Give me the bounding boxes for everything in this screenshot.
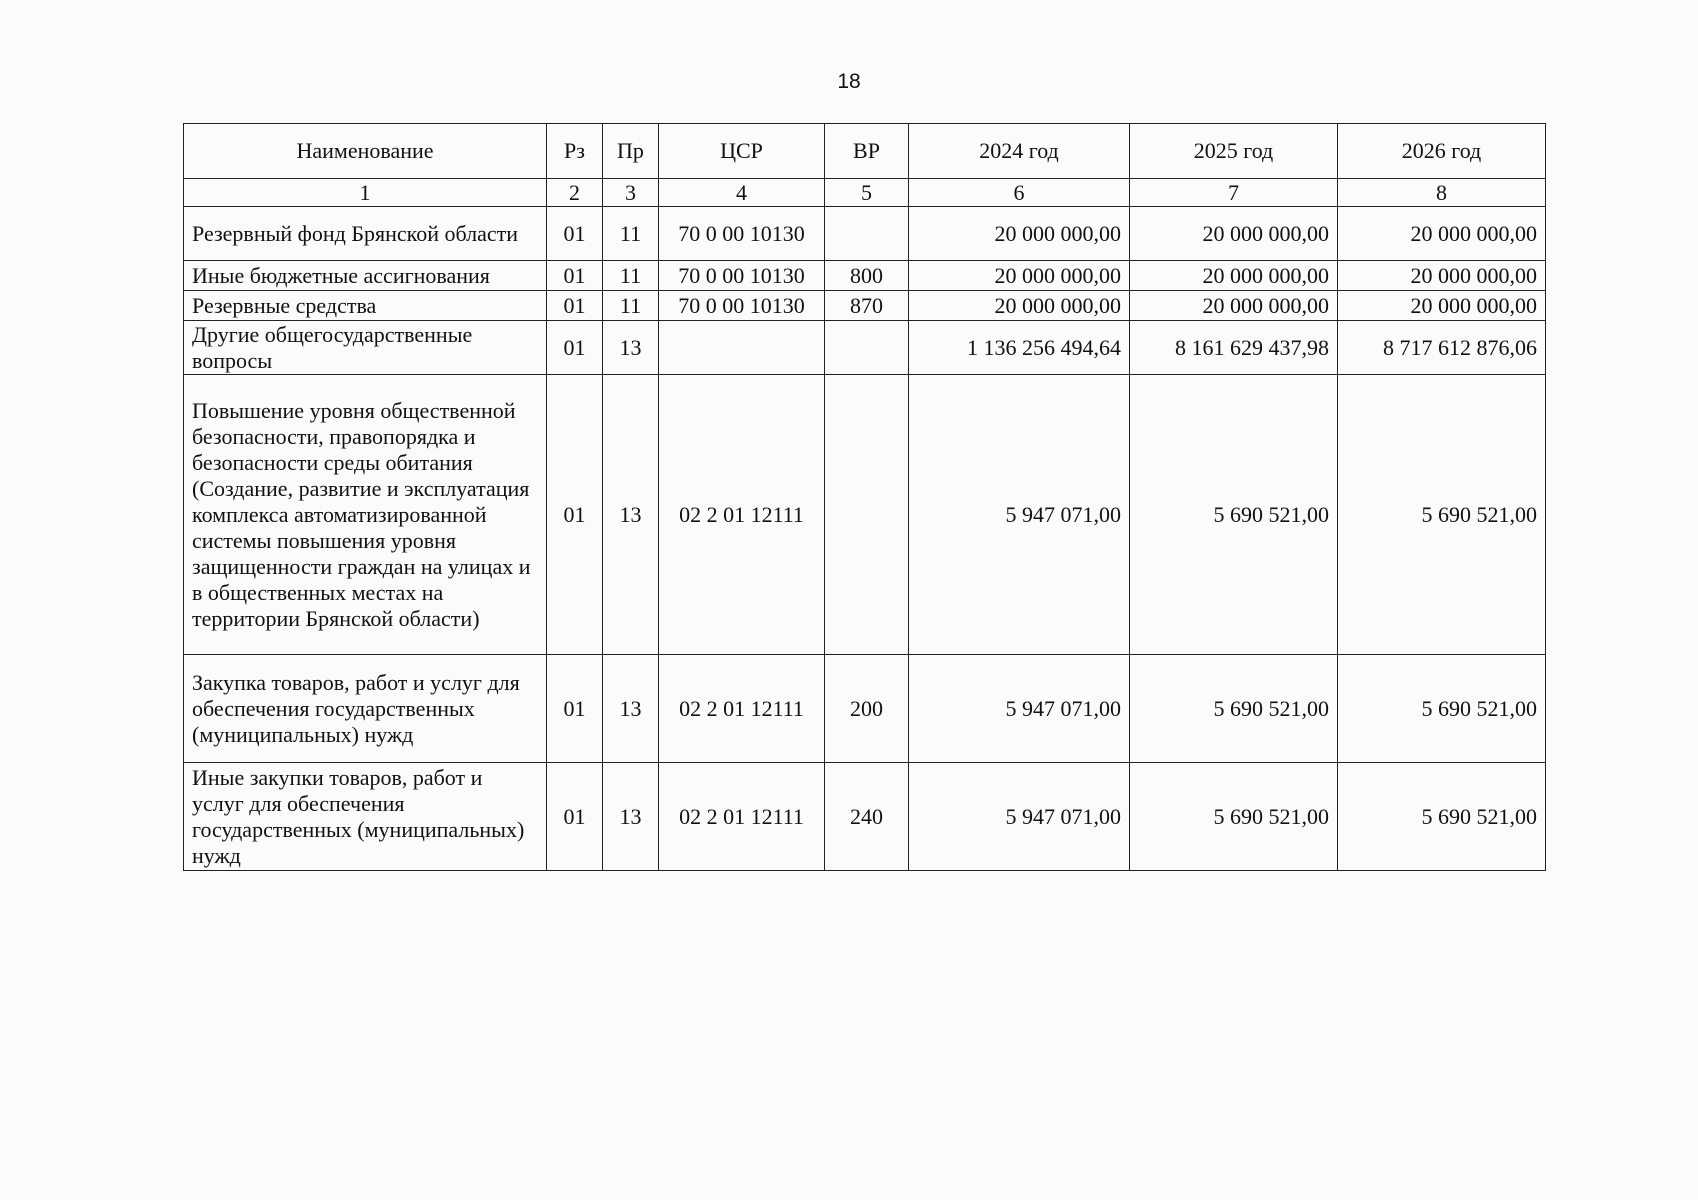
row-rz: 01 xyxy=(547,321,603,375)
row-pr: 13 xyxy=(603,375,659,655)
header-pr: Пр xyxy=(603,124,659,179)
row-2025: 20 000 000,00 xyxy=(1130,261,1338,291)
column-index: 3 xyxy=(603,179,659,207)
row-name: Иные закупки товаров, работ и услуг для обеспечения государственных (муниципальных) нужд xyxy=(184,763,547,871)
row-csr: 70 0 00 10130 xyxy=(659,261,825,291)
row-2024: 1 136 256 494,64 xyxy=(909,321,1130,375)
row-vr xyxy=(825,375,909,655)
row-vr xyxy=(825,321,909,375)
table-row xyxy=(184,763,1546,871)
row-2026: 5 690 521,00 xyxy=(1338,375,1546,655)
row-rz: 01 xyxy=(547,261,603,291)
row-2026: 20 000 000,00 xyxy=(1338,261,1546,291)
row-vr xyxy=(825,207,909,261)
row-rz: 01 xyxy=(547,291,603,321)
row-rz: 01 xyxy=(547,655,603,763)
row-csr xyxy=(659,321,825,375)
row-name: Резервные средства xyxy=(184,291,547,321)
column-index: 2 xyxy=(547,179,603,207)
row-2025: 20 000 000,00 xyxy=(1130,291,1338,321)
row-2025: 5 690 521,00 xyxy=(1130,655,1338,763)
header-name: Наименование xyxy=(184,124,547,179)
row-vr: 800 xyxy=(825,261,909,291)
row-name: Другие общегосударственные вопросы xyxy=(184,321,547,375)
row-2024: 20 000 000,00 xyxy=(909,207,1130,261)
column-index: 6 xyxy=(909,179,1130,207)
header-row xyxy=(184,124,1546,179)
header-2026: 2026 год xyxy=(1338,124,1546,179)
header-rz: Рз xyxy=(547,124,603,179)
row-rz: 01 xyxy=(547,207,603,261)
row-vr: 870 xyxy=(825,291,909,321)
row-2024: 5 947 071,00 xyxy=(909,655,1130,763)
row-rz: 01 xyxy=(547,375,603,655)
row-2024: 5 947 071,00 xyxy=(909,763,1130,871)
column-index: 4 xyxy=(659,179,825,207)
row-name: Повышение уровня общественной безопасности, правопорядка и безопасности среды обитания (Создание, развитие и эксплуатация комплекса автоматизированной системы повышения уровня защищенности граждан на улицах и в общественных местах на территории Брянской области) xyxy=(184,375,547,655)
column-index: 1 xyxy=(184,179,547,207)
table-row xyxy=(184,261,1546,291)
row-pr: 11 xyxy=(603,261,659,291)
row-csr: 70 0 00 10130 xyxy=(659,291,825,321)
row-name: Резервный фонд Брянской области xyxy=(184,207,547,261)
row-name: Закупка товаров, работ и услуг для обеспечения государственных (муниципальных) нужд xyxy=(184,655,547,763)
row-2024: 20 000 000,00 xyxy=(909,261,1130,291)
row-2026: 20 000 000,00 xyxy=(1338,207,1546,261)
row-csr: 02 2 01 12111 xyxy=(659,655,825,763)
row-csr: 02 2 01 12111 xyxy=(659,375,825,655)
row-2025: 5 690 521,00 xyxy=(1130,763,1338,871)
row-2025: 8 161 629 437,98 xyxy=(1130,321,1338,375)
column-index-row xyxy=(184,179,1546,207)
row-2026: 20 000 000,00 xyxy=(1338,291,1546,321)
row-2025: 20 000 000,00 xyxy=(1130,207,1338,261)
row-csr: 02 2 01 12111 xyxy=(659,763,825,871)
column-index: 7 xyxy=(1130,179,1338,207)
table-row xyxy=(184,291,1546,321)
row-pr: 13 xyxy=(603,321,659,375)
table-row xyxy=(184,375,1546,655)
budget-table xyxy=(183,123,1546,871)
row-pr: 13 xyxy=(603,763,659,871)
table-row xyxy=(184,207,1546,261)
row-vr: 200 xyxy=(825,655,909,763)
row-2024: 20 000 000,00 xyxy=(909,291,1130,321)
header-vr: ВР xyxy=(825,124,909,179)
row-2026: 5 690 521,00 xyxy=(1338,763,1546,871)
page-number: 18 xyxy=(837,70,861,93)
table-row xyxy=(184,321,1546,375)
header-2025: 2025 год xyxy=(1130,124,1338,179)
row-pr: 11 xyxy=(603,291,659,321)
column-index: 5 xyxy=(825,179,909,207)
row-pr: 11 xyxy=(603,207,659,261)
row-2025: 5 690 521,00 xyxy=(1130,375,1338,655)
column-index: 8 xyxy=(1338,179,1546,207)
row-vr: 240 xyxy=(825,763,909,871)
row-pr: 13 xyxy=(603,655,659,763)
row-2026: 8 717 612 876,06 xyxy=(1338,321,1546,375)
table-row xyxy=(184,655,1546,763)
row-2026: 5 690 521,00 xyxy=(1338,655,1546,763)
header-2024: 2024 год xyxy=(909,124,1130,179)
row-csr: 70 0 00 10130 xyxy=(659,207,825,261)
row-2024: 5 947 071,00 xyxy=(909,375,1130,655)
header-csr: ЦСР xyxy=(659,124,825,179)
row-rz: 01 xyxy=(547,763,603,871)
row-name: Иные бюджетные ассигнования xyxy=(184,261,547,291)
